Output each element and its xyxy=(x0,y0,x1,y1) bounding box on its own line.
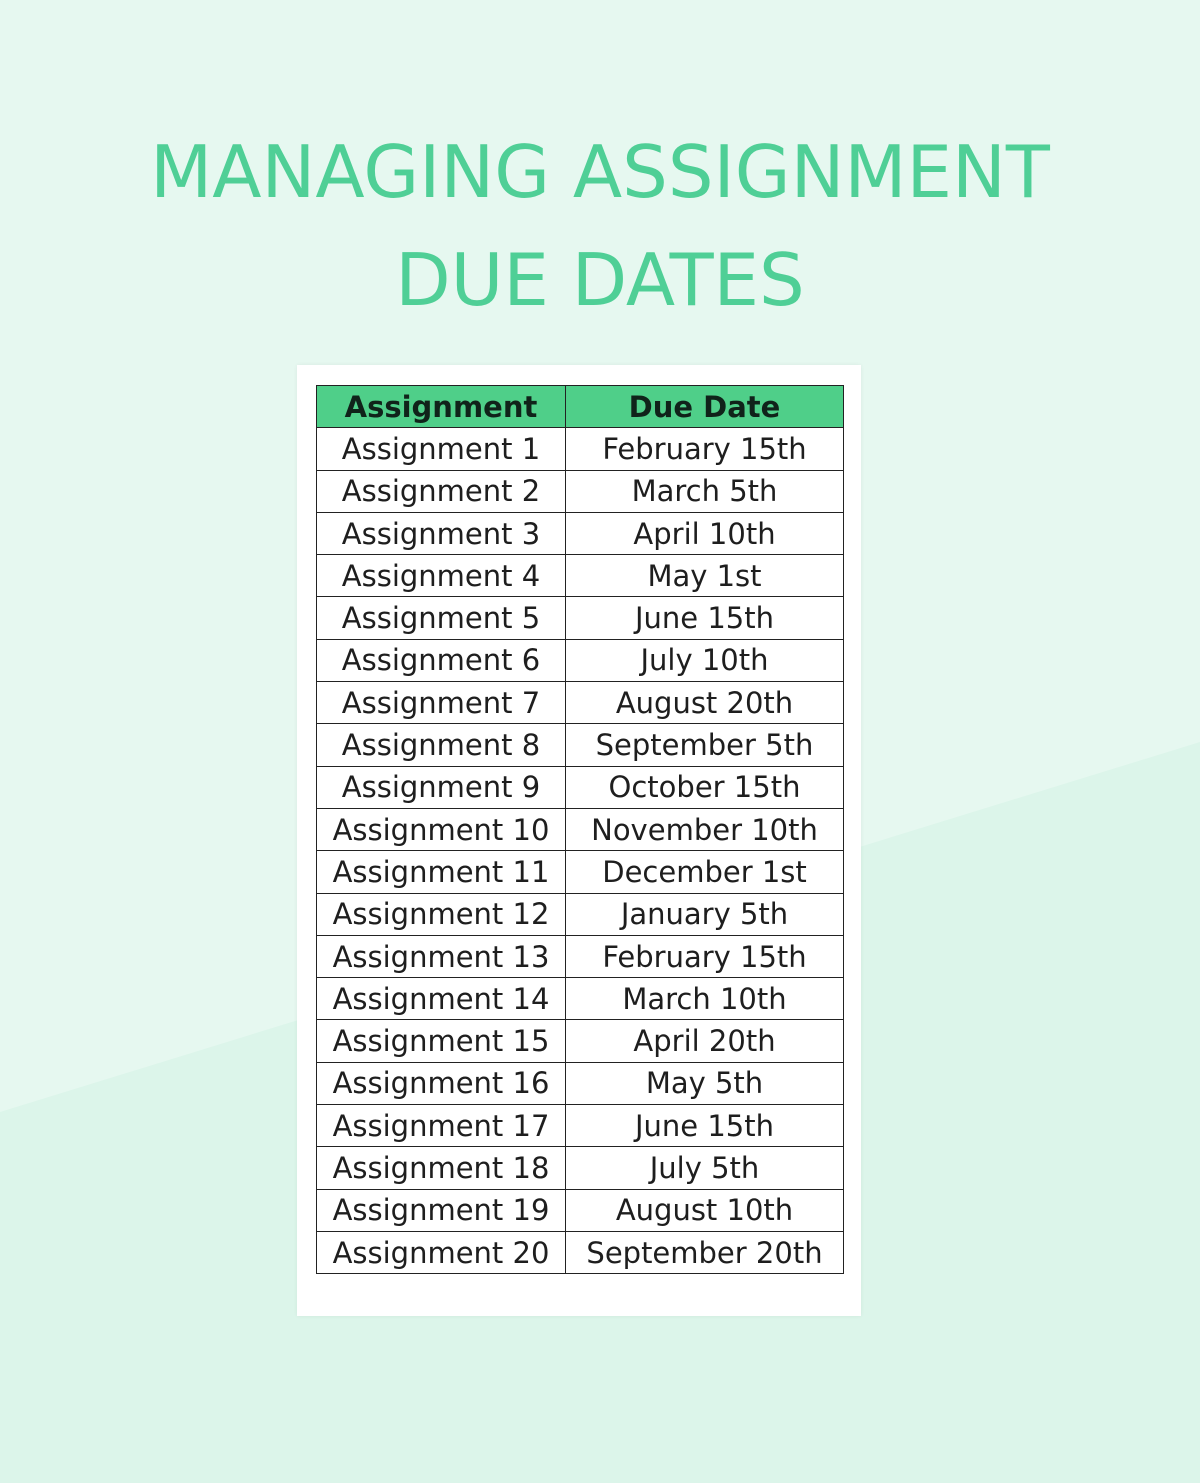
table-row xyxy=(317,555,844,597)
assignment-cell: Assignment 8 xyxy=(317,724,566,766)
assignment-cell: Assignment 16 xyxy=(317,1062,566,1104)
assignment-cell: Assignment 13 xyxy=(317,935,566,977)
due-date-cell: March 5th xyxy=(566,470,844,512)
assignment-cell: Assignment 19 xyxy=(317,1189,566,1231)
assignment-cell: Assignment 7 xyxy=(317,682,566,724)
page-title-line-1: MANAGING ASSIGNMENT xyxy=(150,130,1050,214)
due-date-cell: February 15th xyxy=(566,428,844,470)
header-assignment: Assignment xyxy=(317,386,566,428)
assignment-cell: Assignment 12 xyxy=(317,893,566,935)
table-row xyxy=(317,1231,844,1273)
due-dates-table xyxy=(316,385,844,1274)
assignment-cell: Assignment 3 xyxy=(317,512,566,554)
due-date-cell: July 10th xyxy=(566,639,844,681)
due-date-cell: June 15th xyxy=(566,597,844,639)
assignment-cell: Assignment 5 xyxy=(317,597,566,639)
page-title xyxy=(0,118,1200,334)
table-row xyxy=(317,428,844,470)
assignment-cell: Assignment 2 xyxy=(317,470,566,512)
assignment-cell: Assignment 15 xyxy=(317,1020,566,1062)
due-date-cell: May 1st xyxy=(566,555,844,597)
due-date-cell: January 5th xyxy=(566,893,844,935)
page-title-line-2: DUE DATES xyxy=(395,238,805,322)
assignment-cell: Assignment 10 xyxy=(317,808,566,850)
table-row xyxy=(317,935,844,977)
table-row xyxy=(317,724,844,766)
table-row xyxy=(317,1105,844,1147)
due-date-cell: February 15th xyxy=(566,935,844,977)
table-row xyxy=(317,639,844,681)
due-date-cell: August 10th xyxy=(566,1189,844,1231)
due-date-cell: October 15th xyxy=(566,766,844,808)
due-date-cell: November 10th xyxy=(566,808,844,850)
table-row xyxy=(317,512,844,554)
assignment-cell: Assignment 18 xyxy=(317,1147,566,1189)
due-date-cell: August 20th xyxy=(566,682,844,724)
due-date-cell: September 5th xyxy=(566,724,844,766)
table-row xyxy=(317,470,844,512)
table-row xyxy=(317,1189,844,1231)
assignment-cell: Assignment 9 xyxy=(317,766,566,808)
table-card xyxy=(297,365,861,1316)
assignment-cell: Assignment 17 xyxy=(317,1105,566,1147)
assignment-cell: Assignment 20 xyxy=(317,1231,566,1273)
table-row xyxy=(317,1147,844,1189)
table-row xyxy=(317,1062,844,1104)
table-header-row xyxy=(317,386,844,428)
assignment-cell: Assignment 6 xyxy=(317,639,566,681)
table-row xyxy=(317,597,844,639)
due-date-cell: December 1st xyxy=(566,851,844,893)
table-row xyxy=(317,893,844,935)
due-date-cell: March 10th xyxy=(566,978,844,1020)
assignment-cell: Assignment 1 xyxy=(317,428,566,470)
header-due-date: Due Date xyxy=(566,386,844,428)
due-date-cell: April 10th xyxy=(566,512,844,554)
table-row xyxy=(317,978,844,1020)
assignment-cell: Assignment 14 xyxy=(317,978,566,1020)
table-row xyxy=(317,808,844,850)
due-date-cell: May 5th xyxy=(566,1062,844,1104)
due-date-cell: September 20th xyxy=(566,1231,844,1273)
assignment-cell: Assignment 11 xyxy=(317,851,566,893)
due-date-cell: July 5th xyxy=(566,1147,844,1189)
assignment-cell: Assignment 4 xyxy=(317,555,566,597)
table-row xyxy=(317,851,844,893)
due-date-cell: April 20th xyxy=(566,1020,844,1062)
table-row xyxy=(317,1020,844,1062)
due-date-cell: June 15th xyxy=(566,1105,844,1147)
table-row xyxy=(317,766,844,808)
table-row xyxy=(317,682,844,724)
